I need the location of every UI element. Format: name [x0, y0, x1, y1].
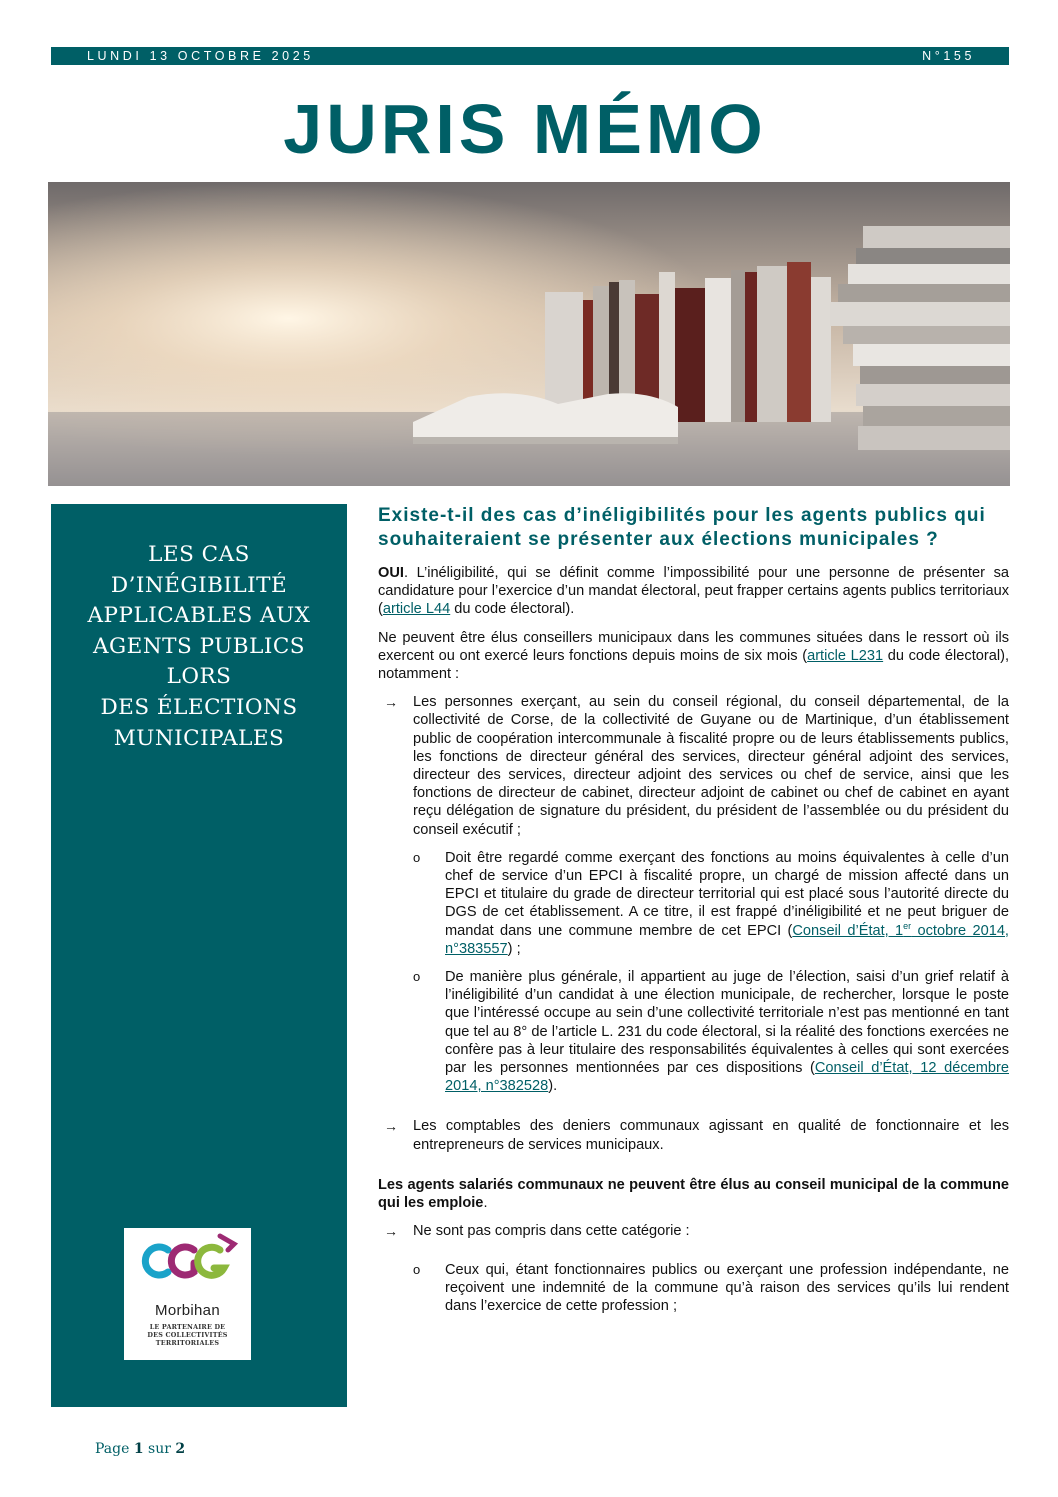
issue-date: LUNDI 13 OCTOBRE 2025	[87, 49, 314, 63]
sidebar-title-line: APPLICABLES AUX	[87, 603, 311, 629]
sidebar-panel	[51, 504, 347, 1407]
sub-list-item	[378, 1261, 1009, 1316]
sub-item-text: Ceux qui, étant fonctionnaires publics ou exerçant une profession indépendante, ne reçoivent une indemnité de la commune qu’à raison des services qu’ils lui rendent dans l’exercice de cette profession ;	[445, 1261, 1009, 1314]
sidebar-title-line: LES CAS D’INÉGIBILITÉ	[110, 542, 288, 598]
link-ce-382528[interactable]: Conseil d’État, 12 décembre 2014, n°382528	[445, 1060, 1009, 1095]
circle-bullet-icon: o	[413, 1261, 421, 1277]
link-ce-383557-a: Conseil d’État, 1	[792, 922, 904, 939]
link-ce-383557-sup: er	[903, 920, 912, 931]
salaried-agents-paragraph	[378, 1176, 1009, 1212]
list-item	[378, 693, 1009, 839]
list-item-text: Ne sont pas compris dans cette catégorie :	[413, 1223, 690, 1240]
sub1-text: Doit être regardé comme exerçant des fonctions au moins équivalentes à celle d’un chef de service d’un EPCI à fiscalité propre, un chargé de mission affecté dans un EPCI et titulaire du grade de directeur territorial qui est placé sous l’autorité directe du DGS de cet établissement. A ce titre, il est frappé d’inéligibilité et ne peut briguer de mandat dans une commune membre de cet EPCI (	[445, 849, 1009, 939]
circle-bullet-icon: o	[413, 849, 421, 865]
sub2-text: De manière plus générale, il appartient au juge de l’élection, saisi d’un grief relatif à l’inéligibilité d’un candidat à une élection municipale, de rechercher, lorsque le poste que l’intéressé occupe au sein d’une collectivité territoriale n’est pas mentionné en tant que tel au 8° de l’article L. 231 du code électoral, si la réalité des fonctions exercées ne confère pas à leur titulaire des responsabilités équivalentes à celles qui sont exercées par les personnes mentionnées par ces dispositions (	[445, 969, 1009, 1077]
arrow-bullet-icon: →	[384, 694, 398, 711]
l231-text-after: du code électoral), notamment :	[378, 647, 1010, 683]
issue-number: N°155	[922, 49, 975, 63]
answer-oui: OUI	[378, 565, 404, 581]
sidebar-title	[69, 540, 329, 754]
intro-paragraph	[378, 564, 1009, 619]
page-number: 1	[133, 1441, 144, 1457]
link-article-l231[interactable]: article L231	[807, 647, 884, 664]
list-item	[378, 1222, 1009, 1240]
sub-item-text	[445, 968, 1009, 1095]
logo-tagline	[124, 1323, 251, 1347]
salaried-agents-bold: Les agents salariés communaux ne peuvent être élus au conseil municipal de la commune qui les emploie	[378, 1176, 1009, 1212]
hero-books-image	[48, 182, 1010, 486]
arrow-bullet-icon: →	[384, 1223, 398, 1240]
sidebar-title-line: DES ÉLECTIONS	[100, 694, 298, 720]
list-item-text: Les comptables des deniers communaux agissant en qualité de fonctionnaire et les entrepreneurs de services municipaux.	[413, 1118, 1009, 1153]
sub1-after: ) ;	[507, 940, 521, 957]
page-total: 2	[175, 1441, 186, 1457]
arrow-bullet-icon: →	[384, 1118, 398, 1135]
newsletter-title: JURIS MÉMO	[283, 90, 767, 168]
sub-item-text	[445, 849, 1009, 958]
logo-tagline-line: TERRITORIALES	[155, 1339, 220, 1347]
main-content	[378, 504, 1009, 1325]
sub2-after: ).	[548, 1078, 558, 1095]
page-of-label: sur	[148, 1441, 171, 1457]
logo-name: Morbihan	[155, 1302, 220, 1319]
l231-text: Ne peuvent être élus conseillers municipaux dans les communes situées dans le ressort où ils exercent ou ont exercé leurs fonctions depuis moins de six mois (	[378, 629, 1009, 664]
link-article-l44[interactable]: article L44	[382, 601, 451, 618]
cdg-morbihan-logo	[124, 1228, 251, 1360]
list-item-text: Les personnes exerçant, au sein du conseil régional, du conseil départemental, de la collectivité de Corse, de la collectivité de Guyane ou de Martinique, d’un établissement public de coopération intercommunale à fiscalité propre ou de leurs établissements publics, les fonctions de directeur général des services, directeur général adjoint des services, directeur des services, directeur adjoint des services ou chef de service, ainsi que les fonctions de directeur de cabinet, directeur adjoint de cabinet ou chef de cabinet en ayant reçu délégation de signature du président, du président de l’assemblée ou du président du conseil exécutif ;	[413, 694, 1009, 838]
sub-list-item	[378, 968, 1009, 1095]
intro-text: . L’inéligibilité, qui se définit comme l’impossibilité pour une personne de présenter sa candidature pour l’exercice d’un mandat électoral, peut frapper certains agents publics territoriaux (	[378, 565, 1009, 618]
page-label: Page	[95, 1441, 130, 1457]
header-bar	[51, 47, 1009, 65]
logo-tagline-line: LE PARTENAIRE DE	[149, 1323, 226, 1331]
link-ce-383557-b: octobre 2014, n°383557	[445, 922, 1009, 957]
page-footer	[95, 1441, 185, 1457]
paragraph-l231	[378, 629, 1009, 684]
question-heading: Existe-t-il des cas d’inéligibilités pour les agents publics qui souhaiteraient se présenter aux élections municipales ?	[378, 505, 986, 550]
intro-text-after: du code électoral).	[450, 601, 575, 618]
sidebar-title-line: AGENTS PUBLICS LORS	[92, 633, 306, 690]
circle-bullet-icon: o	[413, 969, 421, 985]
list-item	[378, 1117, 1009, 1153]
sub-list-item	[378, 849, 1009, 958]
salaried-agents-after: .	[483, 1195, 488, 1212]
logo-tagline-line: DES COLLECTIVITÉS	[147, 1331, 228, 1339]
sidebar-title-line: MUNICIPALES	[113, 725, 285, 751]
cdg-logo-icon	[124, 1228, 251, 1300]
